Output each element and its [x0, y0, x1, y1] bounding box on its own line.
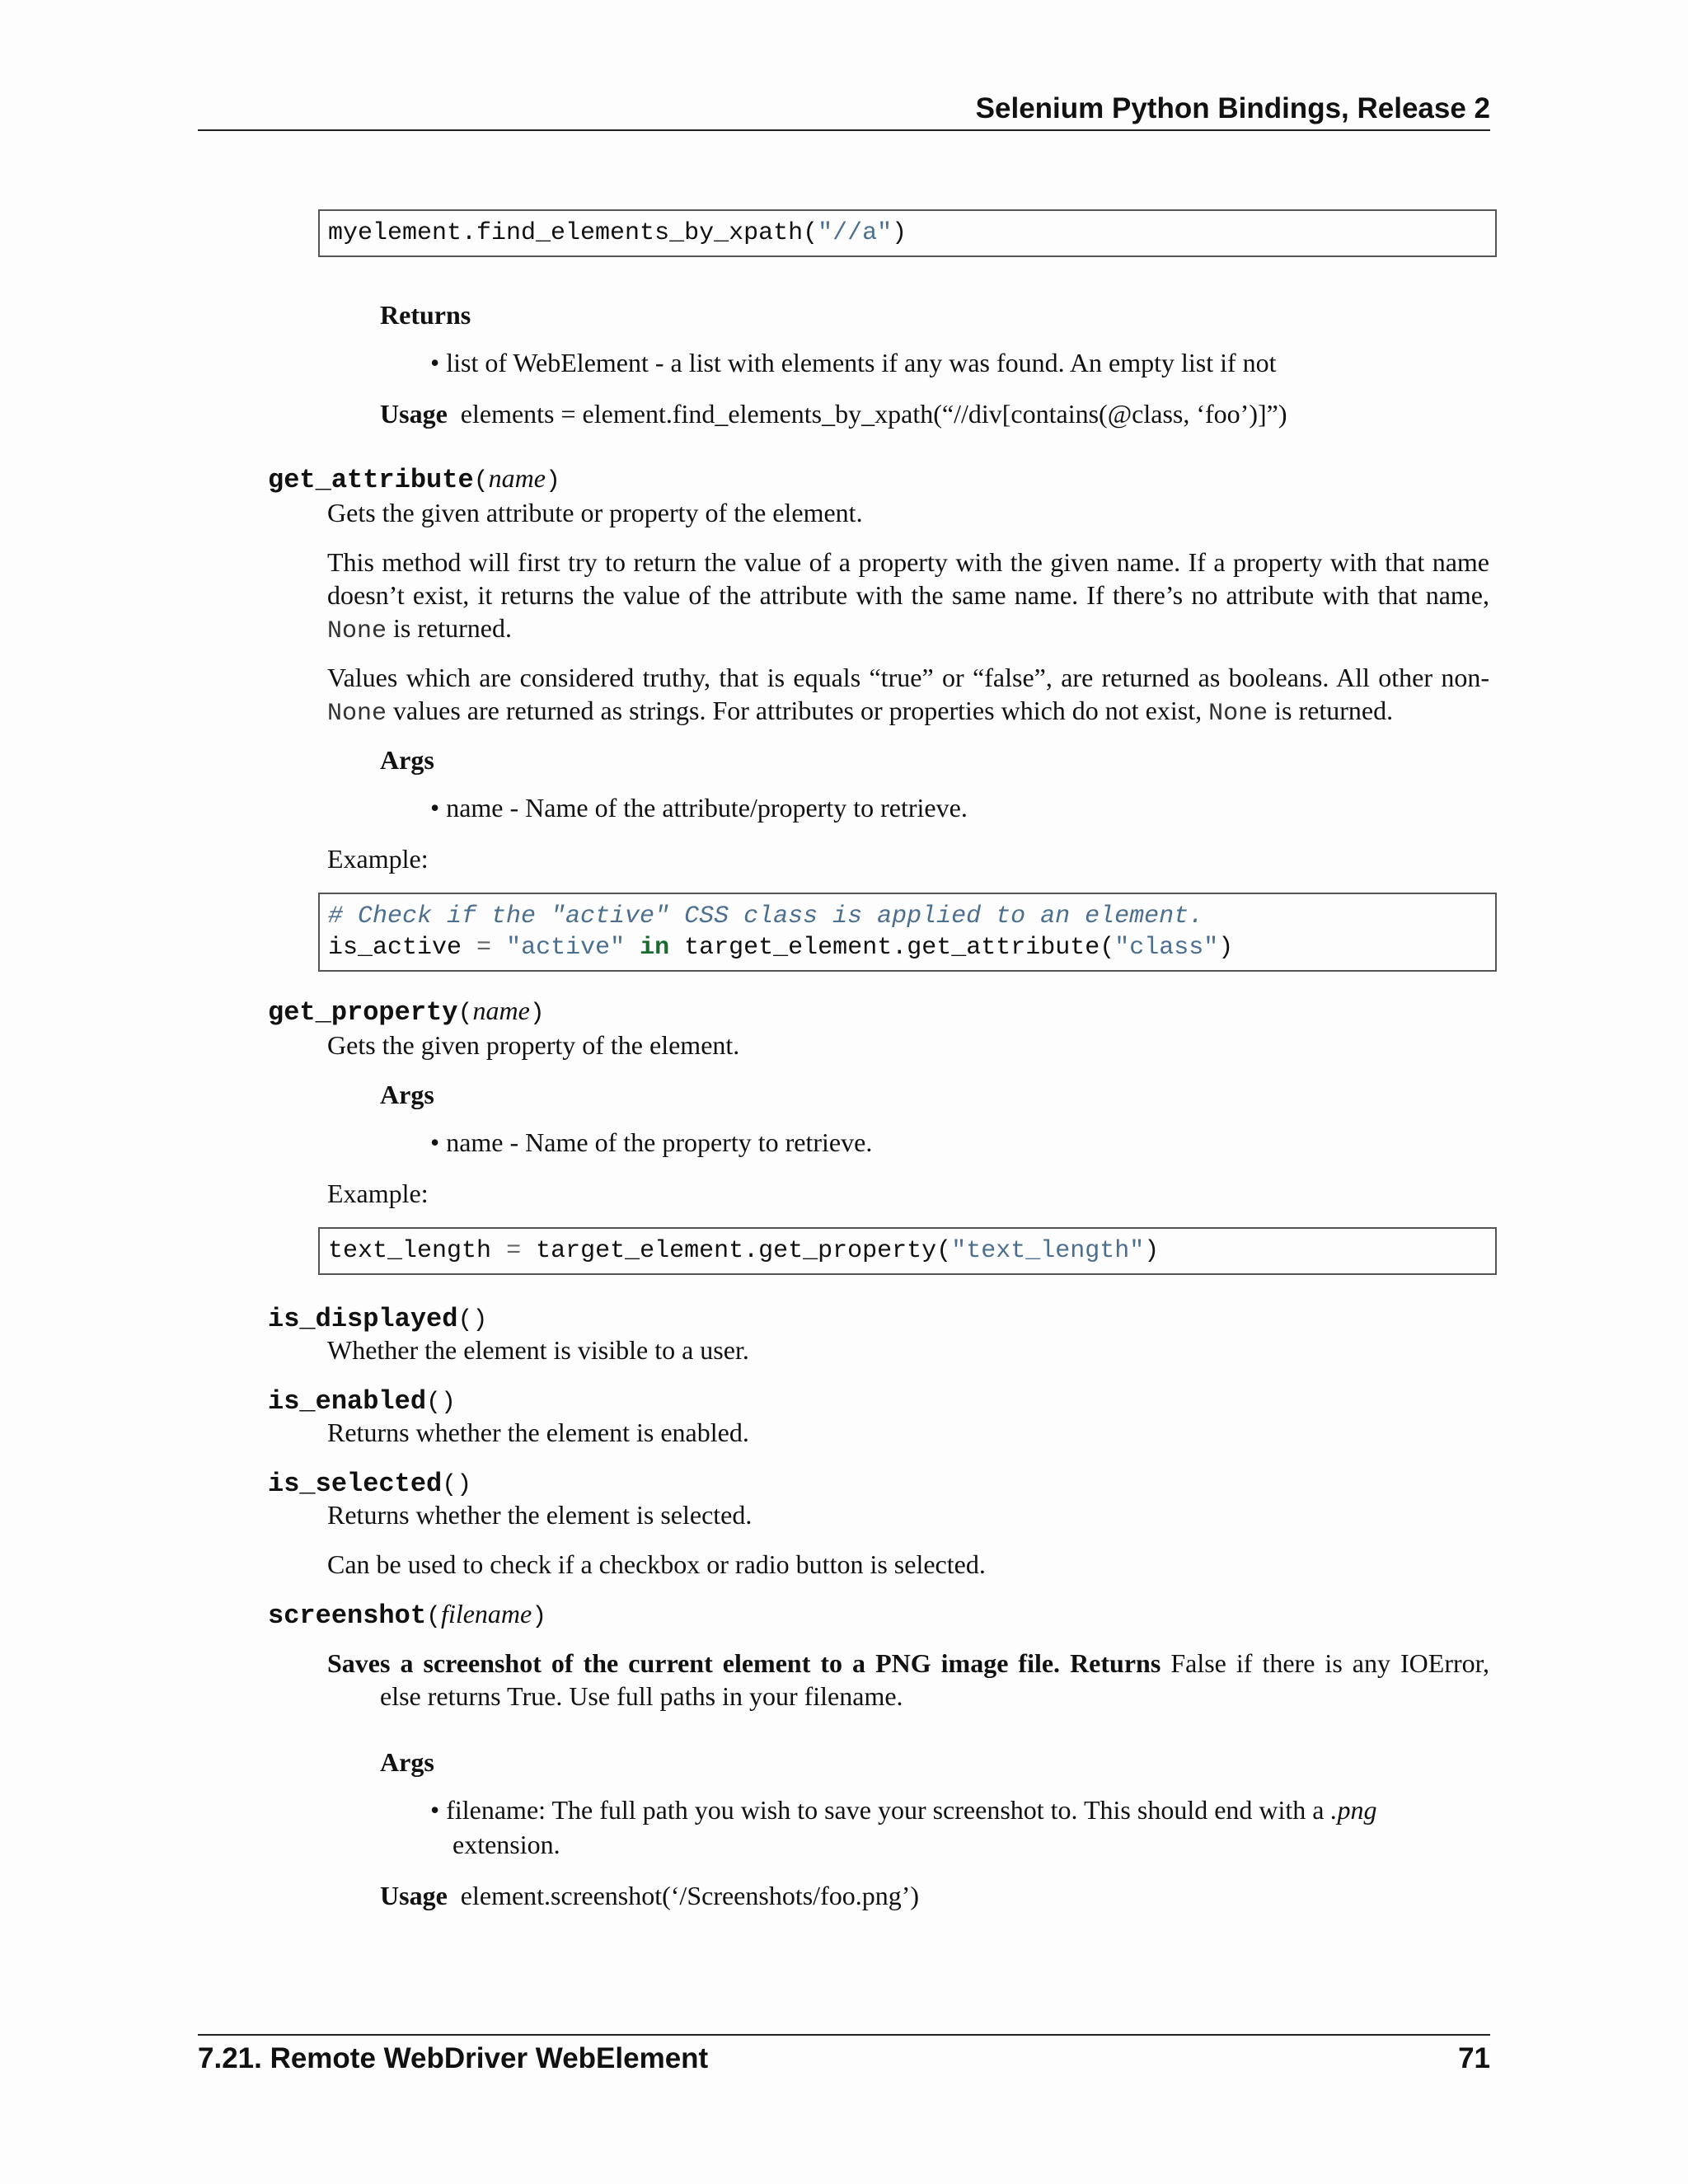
- method-name: is_displayed: [268, 1304, 458, 1334]
- paragraph-text: is returned.: [387, 613, 512, 643]
- usage-line: [380, 397, 1287, 430]
- screenshot-description-line2: else returns True. Use full paths in your filename.: [380, 1681, 903, 1711]
- args-item: • name - Name of the property to retrieve.: [430, 1127, 873, 1157]
- screenshot-lead-bold: Saves a screenshot of the current element to a PNG image file. Returns: [327, 1648, 1161, 1678]
- method-description: Gets the given attribute or property of the element.: [327, 498, 863, 527]
- code-text: is_active: [328, 934, 462, 962]
- method-signature-is-enabled: is_enabled(): [268, 1386, 457, 1417]
- screenshot-lead-rest: False if there is any IOError,: [1170, 1648, 1490, 1678]
- paragraph-attribute-lookup: [327, 546, 1489, 648]
- args-label: Args: [380, 1080, 434, 1109]
- paragraph-text: values are returned as strings. For attributes or properties which do not exist,: [387, 696, 1209, 725]
- args-item-text: name - Name of the attribute/property to retrieve.: [446, 793, 968, 823]
- usage-text: element.screenshot(‘/Screenshots/foo.png’): [460, 1881, 920, 1910]
- method-arg: name: [472, 996, 530, 1025]
- code-text: ): [892, 219, 907, 247]
- returns-item-text: list of WebElement - a list with elements if any was found. An empty list if not: [446, 348, 1277, 377]
- example-label: Example:: [327, 1179, 429, 1208]
- code-keyword: in: [640, 934, 670, 962]
- inline-code-none: None: [327, 700, 387, 728]
- inline-code-none: None: [327, 617, 387, 645]
- paragraph-text: This method will first try to return the value of a property with the given name. If a property with that name doesn’t exist, it returns the value of the attribute with the same name. If there’s no attribute with that name,: [327, 547, 1489, 610]
- method-name: screenshot: [268, 1601, 427, 1631]
- args-item-continuation: extension.: [452, 1830, 560, 1859]
- code-string: "//a": [818, 219, 893, 247]
- usage-line: [380, 1879, 919, 1912]
- footer-section-title: 7.21. Remote WebDriver WebElement: [198, 2042, 709, 2074]
- page-number: 71: [1458, 2042, 1490, 2074]
- method-arg: filename: [441, 1599, 532, 1629]
- usage-text: elements = element.find_elements_by_xpath(“//div[contains(@class, ‘foo’)]”): [460, 399, 1287, 429]
- code-text: ): [1218, 934, 1234, 962]
- code-block-find-xpath: [318, 209, 1497, 257]
- args-item: • name - Name of the attribute/property to retrieve.: [430, 793, 968, 823]
- method-signature-screenshot: screenshot(filename): [268, 1599, 547, 1631]
- args-item: • filename: The full path you wish to save your screenshot to. This should end with a .png: [430, 1795, 1377, 1825]
- args-item-text: name - Name of the property to retrieve.: [446, 1127, 873, 1157]
- inline-code-none: None: [1208, 700, 1268, 728]
- returns-label: Returns: [380, 300, 471, 330]
- method-signature-is-displayed: is_displayed(): [268, 1304, 488, 1334]
- code-text: text_length: [328, 1237, 492, 1265]
- footer-rule: [198, 2034, 1490, 2036]
- running-header-title: Selenium Python Bindings, Release 2: [975, 92, 1490, 124]
- method-name: is_enabled: [268, 1386, 427, 1417]
- code-string: "text_length": [951, 1237, 1145, 1265]
- code-text: target_element.get_property(: [536, 1237, 952, 1265]
- method-description: Returns whether the element is enabled.: [327, 1418, 749, 1447]
- code-block-get-property: [318, 1227, 1497, 1275]
- method-signature-get-property: get_property(name): [268, 996, 545, 1028]
- method-name: get_property: [268, 997, 458, 1028]
- code-text: ): [1144, 1237, 1160, 1265]
- args-label: Args: [380, 1747, 434, 1777]
- method-signature-get-attribute: get_attribute(name): [268, 463, 560, 495]
- code-operator: =: [476, 934, 492, 962]
- paragraph-text: Values which are considered truthy, that is equals “true” or “false”, are returned as booleans. All other non-: [327, 663, 1489, 692]
- method-note: Can be used to check if a checkbox or radio button is selected.: [327, 1549, 986, 1579]
- method-description: Returns whether the element is selected.: [327, 1500, 753, 1530]
- code-string: "active": [506, 934, 626, 962]
- screenshot-description: [327, 1647, 1489, 1680]
- method-name: is_selected: [268, 1469, 443, 1499]
- usage-label: Usage: [380, 1881, 448, 1910]
- paragraph-truthy-values: [327, 661, 1489, 730]
- code-comment: # Check if the "active" CSS class is applied to an element.: [328, 902, 1204, 930]
- method-description: Whether the element is visible to a user.: [327, 1335, 749, 1365]
- method-name: get_attribute: [268, 465, 474, 495]
- method-description: Gets the given property of the element.: [327, 1030, 740, 1060]
- args-item-emphasis: .png: [1330, 1795, 1377, 1825]
- args-item-text: filename: The full path you wish to save your screenshot to. This should end with a: [446, 1795, 1331, 1825]
- paragraph-text: is returned.: [1268, 696, 1394, 725]
- code-text: myelement.find_elements_by_xpath(: [328, 219, 818, 247]
- example-label: Example:: [327, 844, 429, 874]
- method-arg: name: [488, 463, 546, 493]
- code-text: target_element.get_attribute(: [684, 934, 1115, 962]
- code-string: "class": [1114, 934, 1219, 962]
- code-block-get-attribute: [318, 893, 1497, 972]
- code-operator: =: [506, 1237, 522, 1265]
- usage-label: Usage: [380, 399, 448, 429]
- args-label: Args: [380, 745, 434, 775]
- returns-item: • list of WebElement - a list with elements if any was found. An empty list if not: [430, 348, 1277, 377]
- header-rule: [198, 129, 1490, 131]
- method-signature-is-selected: is_selected(): [268, 1469, 472, 1499]
